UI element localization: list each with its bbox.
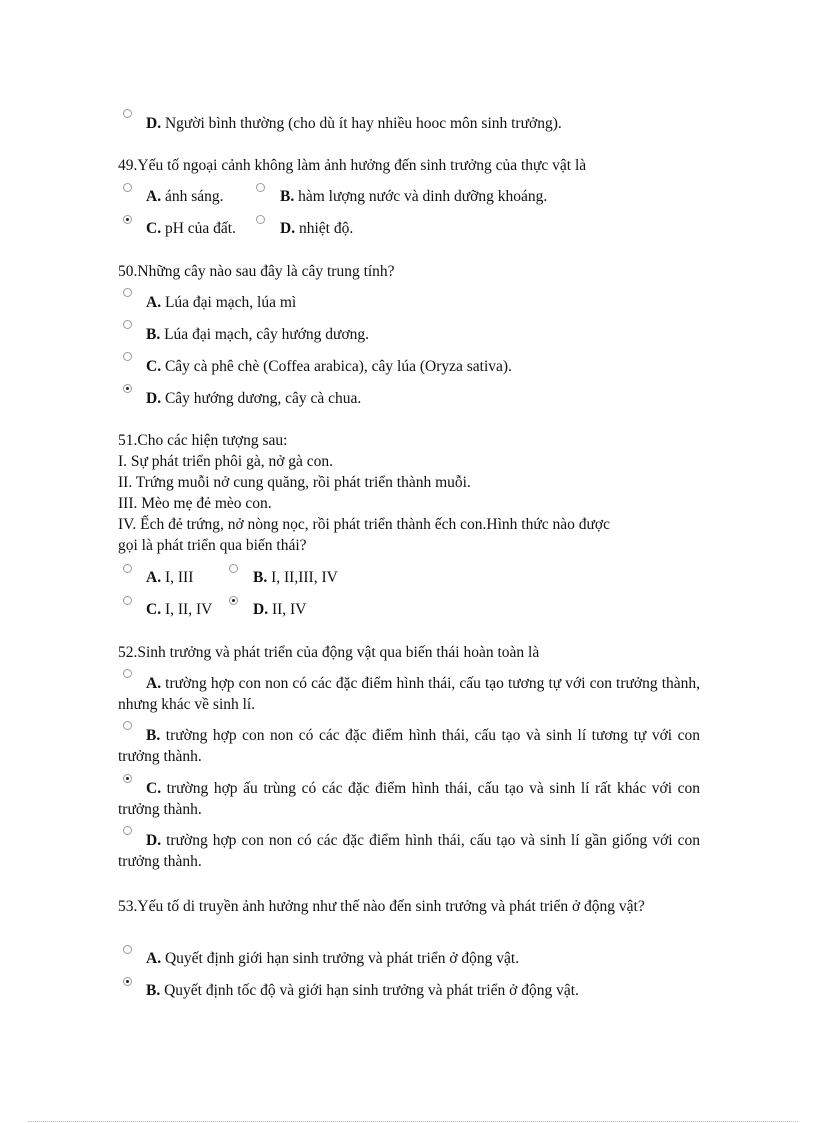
q51-item-2: II. Trứng muỗi nở cung quăng, rồi phát triển thành muỗi.: [118, 474, 471, 491]
q51-item-4: IV. Ếch đẻ trứng, nở nòng nọc, rồi phát triển thành ếch con.Hình thức nào được: [118, 516, 610, 533]
option-q51-b: B. I, II,III, IV: [253, 569, 338, 586]
q51-item-4-cont: gọi là phát triển qua biến thái?: [118, 537, 307, 554]
radio-q50-a[interactable]: [123, 288, 132, 297]
option-q51-a: A. I, III: [146, 569, 194, 586]
option-q49-b: B. hàm lượng nước và dinh dưỡng khoáng.: [280, 188, 548, 205]
option-q52-a: A. trường hợp con non có các đặc điểm hình thái, cấu tạo tương tự với con trưởng thành, nhưng khác về sinh lí.: [118, 675, 701, 713]
option-q49-d: D. nhiệt độ.: [280, 220, 354, 237]
option-q49-a: A. ánh sáng.: [146, 188, 224, 205]
question-52: 52.Sinh trưởng và phát triển của động vật qua biến thái hoàn toàn là: [118, 644, 540, 661]
radio-q49-c[interactable]: [123, 215, 132, 224]
question-50: 50.Những cây nào sau đây là cây trung tính?: [118, 263, 395, 280]
option-q50-c: C. Cây cà phê chè (Coffea arabica), cây lúa (Oryza sativa).: [146, 358, 512, 375]
option-q53-a: A. Quyết định giới hạn sinh trưởng và phát triển ở động vật.: [146, 950, 520, 967]
question-53: 53.Yếu tố di truyền ảnh hưởng như thế nào đến sinh trưởng và phát triển ở động vật?: [118, 898, 645, 915]
radio-q53-b[interactable]: [123, 977, 132, 986]
option-q52-d: D. trường hợp con non có các đặc điểm hình thái, cấu tạo và sinh lí gần giống với con trưởng thành.: [118, 832, 701, 870]
option-q48-d: D. Người bình thường (cho dù ít hay nhiều hooc môn sinh trưởng).: [146, 115, 562, 132]
option-q52-b: B. trường hợp con non có các đặc điểm hình thái, cấu tạo và sinh lí tương tự với con trưởng thành.: [118, 727, 701, 765]
option-q51-c: C. I, II, IV: [146, 601, 213, 618]
radio-q48-d[interactable]: [123, 109, 132, 118]
option-q53-b: B. Quyết định tốc độ và giới hạn sinh trưởng và phát triển ở động vật.: [146, 982, 579, 999]
question-49: 49.Yếu tố ngoại cảnh không làm ảnh hưởng đến sinh trưởng của thực vật là: [118, 157, 587, 174]
question-51: 51.Cho các hiện tượng sau:: [118, 432, 288, 449]
radio-q51-d[interactable]: [229, 596, 238, 605]
option-q51-d: D. II, IV: [253, 601, 307, 618]
radio-q51-a[interactable]: [123, 564, 132, 573]
radio-q49-b[interactable]: [256, 183, 265, 192]
option-q49-c: C. pH của đất.: [146, 220, 236, 237]
option-q50-b: B. Lúa đại mạch, cây hướng dương.: [146, 326, 370, 343]
radio-q50-c[interactable]: [123, 352, 132, 361]
radio-q51-b[interactable]: [229, 564, 238, 573]
radio-q51-c[interactable]: [123, 596, 132, 605]
option-q50-d: D. Cây hướng dương, cây cà chua.: [146, 390, 362, 407]
radio-q49-d[interactable]: [256, 215, 265, 224]
option-q52-c: C. trường hợp ấu trùng có các đặc điểm hình thái, cấu tạo và sinh lí rất khác với con trưởng thành.: [118, 780, 701, 818]
radio-q50-b[interactable]: [123, 320, 132, 329]
q51-item-1: I. Sự phát triển phôi gà, nở gà con.: [118, 453, 334, 470]
radio-q49-a[interactable]: [123, 183, 132, 192]
page-bottom-divider: [28, 1121, 798, 1122]
q51-item-3: III. Mèo mẹ đẻ mèo con.: [118, 495, 272, 512]
option-q50-a: A. Lúa đại mạch, lúa mì: [146, 294, 297, 311]
radio-q53-a[interactable]: [123, 945, 132, 954]
radio-q50-d[interactable]: [123, 384, 132, 393]
